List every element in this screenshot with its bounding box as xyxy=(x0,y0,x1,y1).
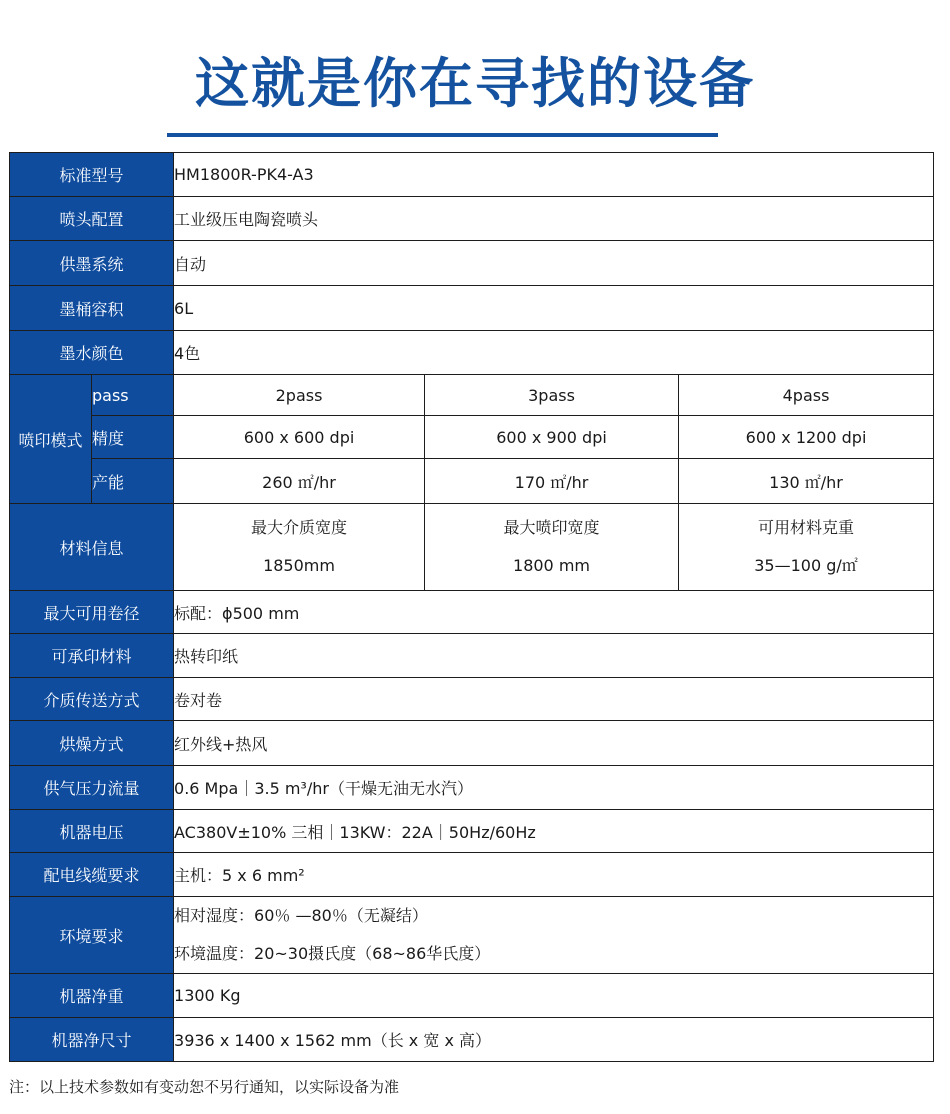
capacity-cell: 130 ㎡/hr xyxy=(679,459,934,504)
table-row xyxy=(10,504,934,591)
material-value: 1850mm xyxy=(263,556,335,575)
row-value: 标配：ϕ500 mm xyxy=(174,591,934,634)
material-cell xyxy=(679,504,934,591)
table-row xyxy=(10,766,934,810)
row-label: 烘燥方式 xyxy=(10,721,174,766)
table-row xyxy=(10,375,934,416)
row-label: 介质传送方式 xyxy=(10,678,174,721)
row-label: 喷印模式 xyxy=(10,375,92,504)
sub-label-precision: 精度 xyxy=(92,416,174,459)
row-value: 热转印纸 xyxy=(174,634,934,678)
table-row xyxy=(10,591,934,634)
row-value: 4色 xyxy=(174,331,934,375)
spec-table xyxy=(9,152,934,1062)
row-label: 标准型号 xyxy=(10,153,174,197)
row-value: AC380V±10% 三相｜13KW：22A｜50Hz/60Hz xyxy=(174,810,934,853)
precision-cell: 600 x 900 dpi xyxy=(425,416,679,459)
row-value xyxy=(174,897,934,974)
pass-cell: 3pass xyxy=(425,375,679,416)
material-name: 最大喷印宽度 xyxy=(503,518,600,537)
row-value: 0.6 Mpa｜3.5 m³/hr（干燥无油无水汽） xyxy=(174,766,934,810)
row-value: 1300 Kg xyxy=(174,974,934,1018)
table-row xyxy=(10,853,934,897)
table-row xyxy=(10,286,934,331)
row-value: 卷对卷 xyxy=(174,678,934,721)
table-row xyxy=(10,331,934,375)
sub-label-pass: pass xyxy=(92,375,174,416)
capacity-cell: 260 ㎡/hr xyxy=(174,459,425,504)
row-label: 供墨系统 xyxy=(10,241,174,286)
table-row xyxy=(10,153,934,197)
table-row xyxy=(10,974,934,1018)
material-value: 35—100 g/㎡ xyxy=(754,556,858,575)
table-row xyxy=(10,1018,934,1062)
row-value: 3936 x 1400 x 1562 mm（长 x 宽 x 高） xyxy=(174,1018,934,1062)
table-row xyxy=(10,416,934,459)
table-row xyxy=(10,810,934,853)
table-row xyxy=(10,678,934,721)
table-row xyxy=(10,897,934,974)
row-label: 墨水颜色 xyxy=(10,331,174,375)
material-cell xyxy=(174,504,425,591)
table-row xyxy=(10,197,934,241)
row-label: 机器电压 xyxy=(10,810,174,853)
footnote: 注：以上技术参数如有变动恕不另行通知，以实际设备为准 xyxy=(9,1078,400,1096)
row-label: 可承印材料 xyxy=(10,634,174,678)
row-value: 6L xyxy=(174,286,934,331)
row-label: 机器净重 xyxy=(10,974,174,1018)
row-label: 喷头配置 xyxy=(10,197,174,241)
table-row xyxy=(10,241,934,286)
material-name: 最大介质宽度 xyxy=(251,518,348,537)
humidity-text: 相对湿度：60％ —80％（无凝结） xyxy=(174,906,428,925)
table-row xyxy=(10,459,934,504)
row-label: 机器净尺寸 xyxy=(10,1018,174,1062)
row-value: 主机：5 x 6 mm² xyxy=(174,853,934,897)
precision-cell: 600 x 600 dpi xyxy=(174,416,425,459)
row-label: 材料信息 xyxy=(10,504,174,591)
row-value: 红外线+热风 xyxy=(174,721,934,766)
material-name: 可用材料克重 xyxy=(758,518,855,537)
row-value: 工业级压电陶瓷喷头 xyxy=(174,197,934,241)
title-underline xyxy=(167,133,718,137)
row-label: 最大可用卷径 xyxy=(10,591,174,634)
precision-cell: 600 x 1200 dpi xyxy=(679,416,934,459)
temperature-text: 环境温度：20~30摄氏度（68~86华氏度） xyxy=(174,944,491,963)
row-label: 供气压力流量 xyxy=(10,766,174,810)
table-row xyxy=(10,721,934,766)
material-value: 1800 mm xyxy=(513,556,590,575)
page-title: 这就是你在寻找的设备 xyxy=(195,52,755,115)
pass-cell: 4pass xyxy=(679,375,934,416)
material-cell xyxy=(425,504,679,591)
sub-label-capacity: 产能 xyxy=(92,459,174,504)
row-label: 配电线缆要求 xyxy=(10,853,174,897)
row-label: 墨桶容积 xyxy=(10,286,174,331)
capacity-cell: 170 ㎡/hr xyxy=(425,459,679,504)
row-value: 自动 xyxy=(174,241,934,286)
pass-cell: 2pass xyxy=(174,375,425,416)
table-row xyxy=(10,634,934,678)
row-label: 环境要求 xyxy=(10,897,174,974)
row-value: HM1800R-PK4-A3 xyxy=(174,153,934,197)
